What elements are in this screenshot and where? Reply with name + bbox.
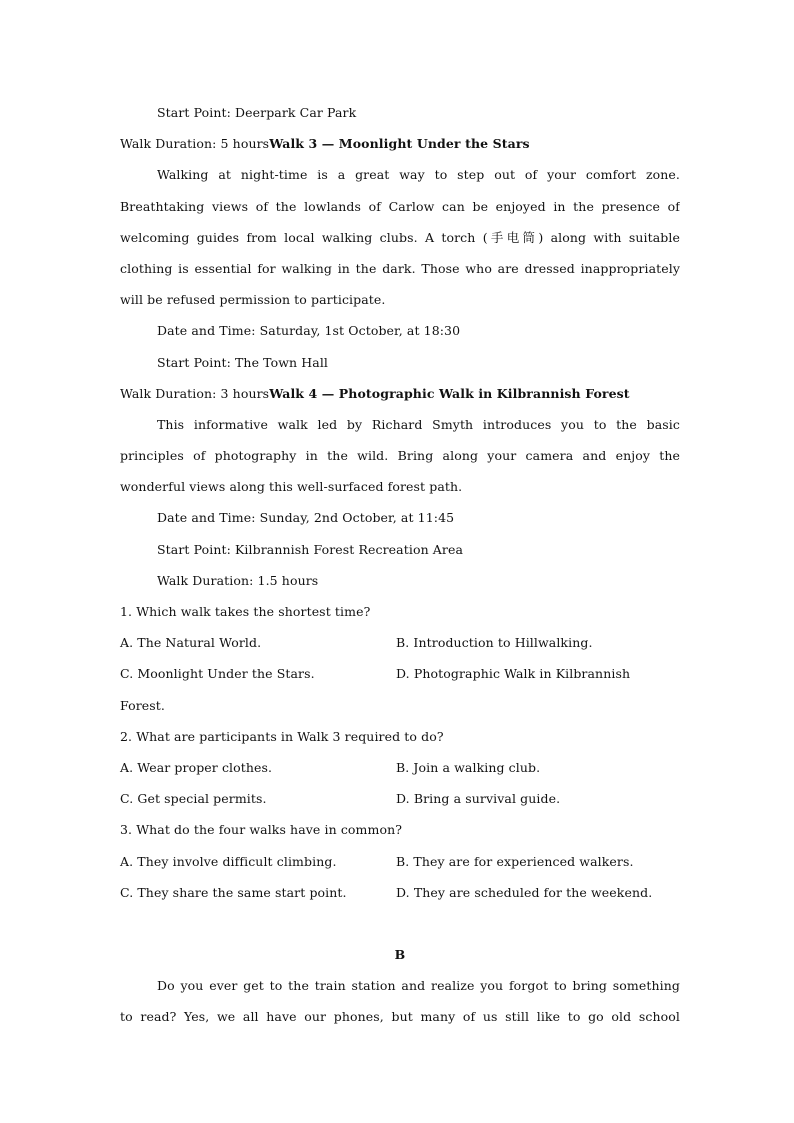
walk2-duration: Walk Duration: 5 hours [120, 136, 270, 152]
walk2-start-point: Start Point: Deerpark Car Park [157, 105, 357, 120]
walk3-duration: Walk Duration: 3 hours [120, 385, 270, 401]
walk3-description-line: Breathtaking views of the lowlands of Carlow can be enjoyed in the presence of [120, 198, 680, 214]
option-b: B. Introduction to Hillwalking. [396, 635, 593, 651]
walk4-description-line: principles of photography in the wild. Bring along your camera and enjoy the [120, 448, 680, 464]
question-options-row [120, 877, 680, 908]
walk3-duration-walk4-title-line [120, 378, 680, 409]
option-d: D. They are scheduled for the weekend. [396, 884, 653, 900]
option-d: D. Bring a survival guide. [396, 791, 561, 807]
question-options-row [120, 846, 680, 877]
walk3-title: Walk 3 — Moonlight Under the Stars [269, 136, 530, 152]
walk3-start-point: Start Point: The Town Hall [157, 354, 329, 370]
option-a: A. Wear proper clothes. [120, 759, 273, 775]
passage-line: Do you ever get to the train station and realize you forgot to bring something [157, 978, 680, 994]
option-a: A. The Natural World. [120, 635, 262, 651]
question-options-row [120, 627, 680, 658]
question-options-row [120, 752, 680, 783]
walk3-description-line: clothing is essential for walking in the dark. Those who are dressed inappropriately [120, 260, 680, 276]
passage-line: to read? Yes, we all have our phones, but many of us still like to go old school [120, 1009, 680, 1025]
option-d-continuation: Forest. [120, 697, 165, 713]
option-a: A. They involve difficult climbing. [120, 853, 337, 869]
walk2-duration-walk3-title-line [120, 128, 680, 159]
option-c: C. They share the same start point. [120, 884, 347, 900]
walk3-date-time: Date and Time: Saturday, 1st October, at 18:30 [157, 323, 461, 339]
walk4-description-line: This informative walk led by Richard Smyth introduces you to the basic [157, 416, 680, 432]
walk4-date-time: Date and Time: Sunday, 2nd October, at 11:45 [157, 510, 455, 526]
question-stem: 2. What are participants in Walk 3 required to do? [120, 728, 444, 744]
walk3-description-line: welcoming guides from local walking clubs. A torch (手电筒) along with suitable [120, 229, 680, 245]
option-b: B. They are for experienced walkers. [396, 853, 634, 869]
question-options-row [120, 783, 680, 814]
option-c: C. Moonlight Under the Stars. [120, 666, 315, 682]
walk4-duration: Walk Duration: 1.5 hours [157, 572, 319, 588]
walk3-description-line: Walking at night-time is a great way to step out of your comfort zone. [157, 167, 680, 183]
walk3-description-line: will be refused permission to participate. [120, 292, 386, 308]
document-page [120, 97, 680, 1033]
question-stem: 3. What do the four walks have in common? [120, 822, 403, 838]
option-c: C. Get special permits. [120, 791, 267, 807]
walk4-description-line: wonderful views along this well-surfaced forest path. [120, 479, 463, 495]
option-b: B. Join a walking club. [396, 759, 541, 775]
question-stem: 1. Which walk takes the shortest time? [120, 604, 371, 619]
section-gap [120, 908, 680, 939]
walk4-title: Walk 4 — Photographic Walk in Kilbrannish Forest [269, 385, 630, 401]
option-d: D. Photographic Walk in Kilbrannish [396, 666, 631, 682]
section-heading: B [394, 947, 406, 963]
question-options-row [120, 658, 680, 689]
walk4-start-point: Start Point: Kilbrannish Forest Recreation Area [157, 541, 464, 557]
